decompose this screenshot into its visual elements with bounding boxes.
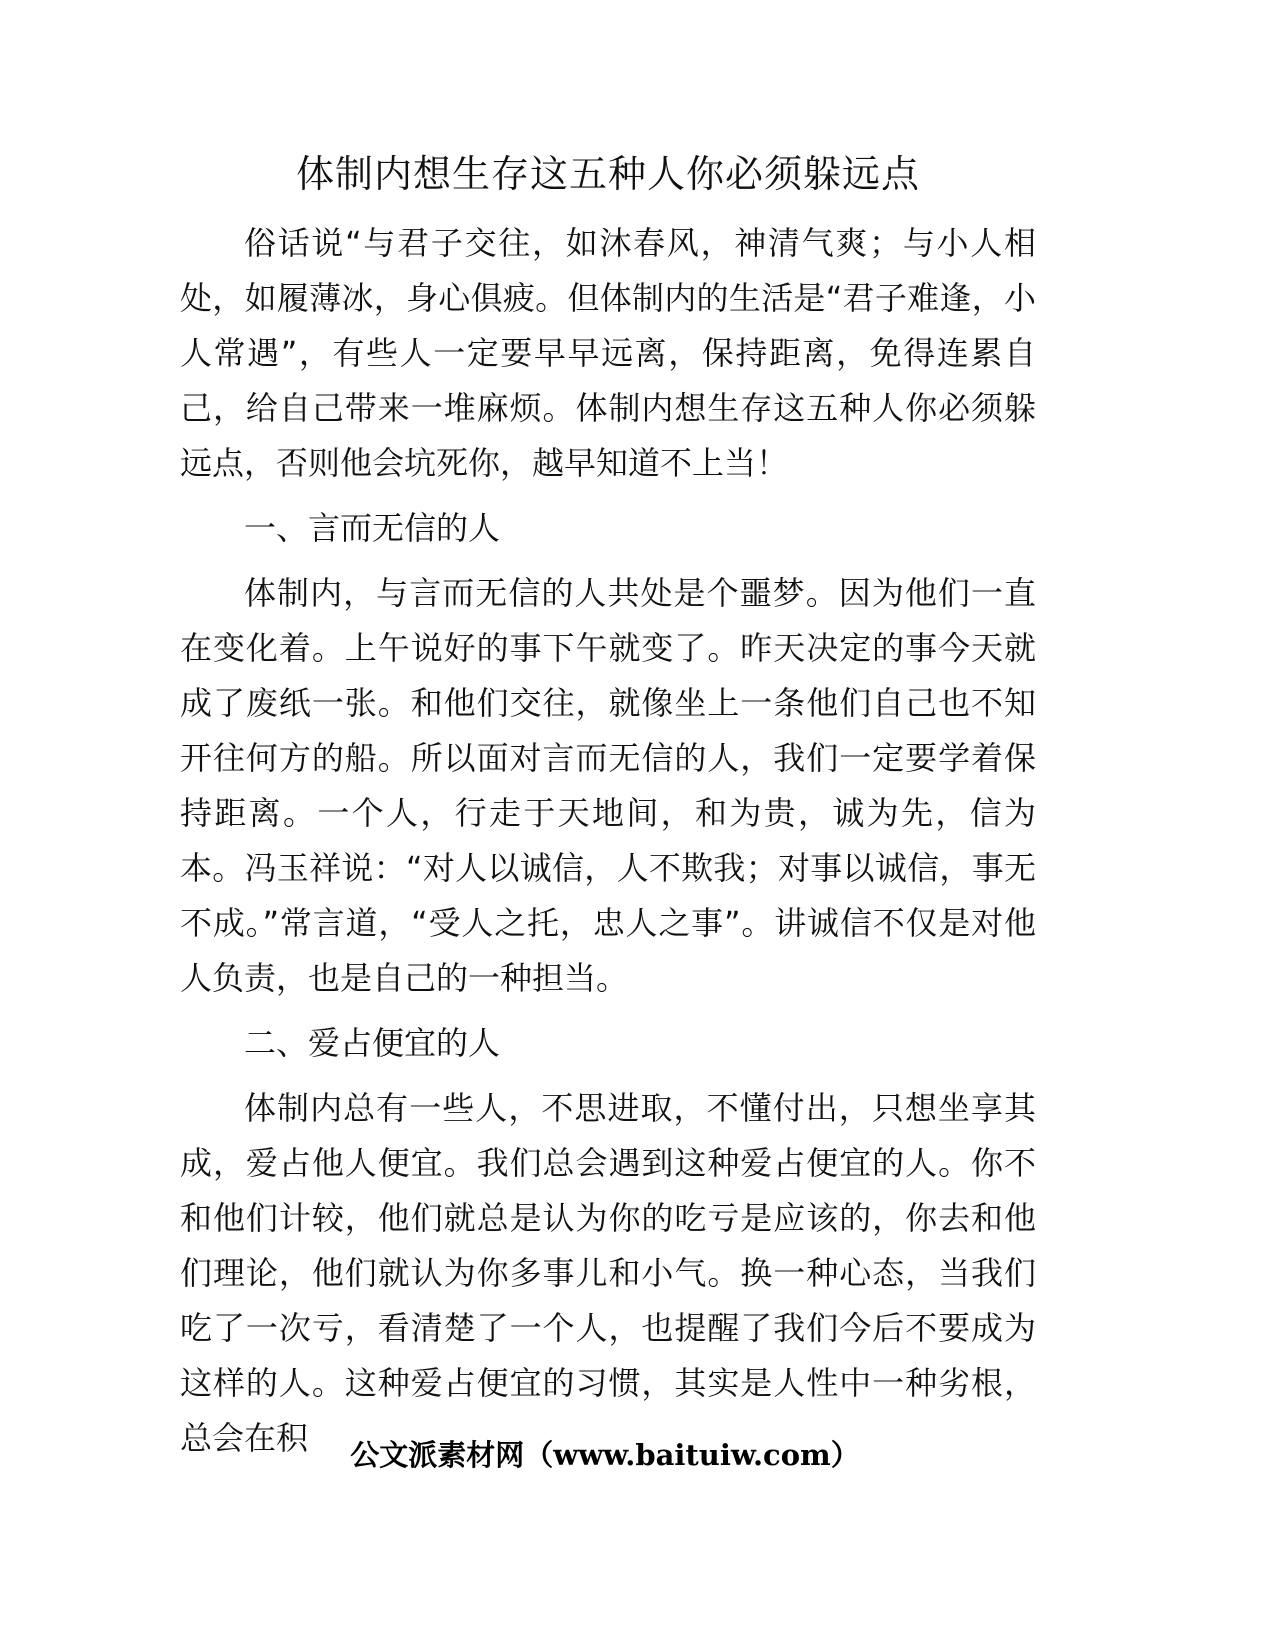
section-2-paragraph: 体制内总有一些人，不思进取，不懂付出，只想坐享其成，爱占他人便宜。我们总会遇到这种爱占便宜的人。你不和他们计较，他们就总是认为你的吃亏是应该的，你去和他们理论，他们就认为你多事儿和小气。换一种心态，当我们吃了一次亏，看清楚了一个人，也提醒了我们今后不要成为这样的人。这种爱占便宜的习惯，其实是人性中一种劣根，总会在积	[180, 1089, 1036, 1457]
section-heading-2: 二、爱占便宜的人	[244, 1024, 501, 1062]
section-heading-1: 一、言而无信的人	[244, 509, 501, 547]
document-title: 体制内想生存这五种人你必须躲远点	[295, 152, 920, 196]
footer-watermark: 公文派素材网（www.baituiw.com）	[350, 1438, 860, 1472]
intro-paragraph: 俗话说“与君子交往，如沐春风，神清气爽；与小人相处，如履薄冰，身心俱疲。但体制内的生活是“君子难逢，小人常遇”，有些人一定要早早远离，保持距离，免得连累自己，给自己带来一堆麻烦。体制内想生存这五种人你必须躲远点，否则他会坑死你，越早知道不上当！	[180, 224, 1036, 482]
section-1-paragraph: 体制内，与言而无信的人共处是个噩梦。因为他们一直在变化着。上午说好的事下午就变了。昨天决定的事今天就成了废纸一张。和他们交往，就像坐上一条他们自己也不知开往何方的船。所以面对言而无信的人，我们一定要学着保持距离。一个人，行走于天地间，和为贵，诚为先，信为本。冯玉祥说：“对人以诚信，人不欺我；对事以诚信，事无不成。”常言道，“受人之托，忠人之事”。讲诚信不仅是对他人负责，也是自己的一种担当。	[180, 574, 1036, 997]
document-body	[180, 216, 1036, 1476]
